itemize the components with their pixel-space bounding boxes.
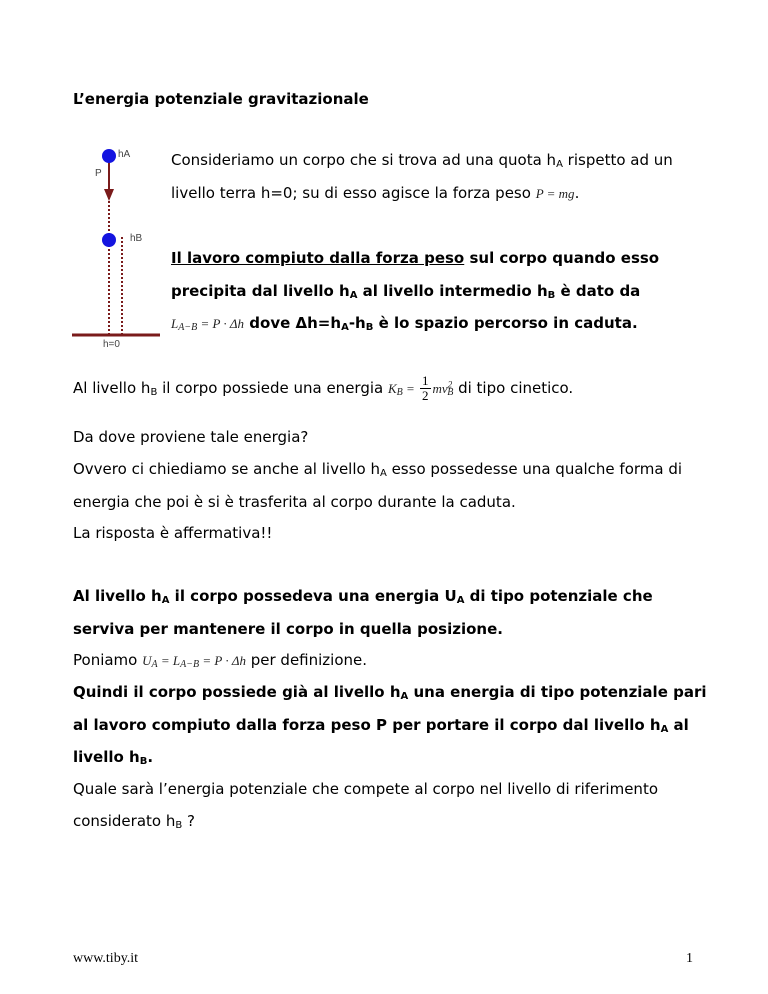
lavoro-line-2: precipita dal livello $h_A$ al livello intermedio $h_B$ è dato da bbox=[171, 282, 641, 301]
conclusion-line-3: livello $h_B$. bbox=[73, 748, 154, 767]
work-formula: $L_{A-B} = P \cdot \Delta h$ bbox=[171, 316, 245, 333]
kinetic-formula: $K_B$ = bbox=[387, 381, 419, 398]
question-line: Da dove proviene tale energia? bbox=[73, 428, 309, 446]
conclusion-line-2: al lavoro compiuto dalla forza peso P per portare il corpo dal livello $h_A$ al bbox=[73, 716, 689, 735]
weight-arrow-head bbox=[104, 189, 114, 201]
body-at-hb bbox=[102, 233, 116, 247]
body-at-ha bbox=[102, 149, 116, 163]
kinetic-line: Al livello $h_B$ il corpo possiede una energia $K_B$ = $\frac{1}{2}$ $mv^2_B$ di tipo cinetico. bbox=[73, 373, 574, 403]
final-question-line-2: considerato $h_B$ ? bbox=[73, 812, 195, 831]
definition-line: Poniamo $U_A = L_{A-B} = P \cdot \Delta h$ per definizione. bbox=[73, 651, 368, 670]
page-title: L’energia potenziale gravitazionale bbox=[73, 90, 369, 108]
ovvero-line-1: Ovvero ci chiediamo se anche al livello $h_A$ esso possedesse una qualche forma di bbox=[73, 460, 683, 479]
label-ha: hA bbox=[118, 149, 131, 160]
potential-line-1: Al livello $h_A$ il corpo possedeva una energia $U_A$ di tipo potenziale che bbox=[73, 587, 653, 606]
label-h0: h=0 bbox=[103, 339, 120, 350]
intro-line-2: livello terra h=0; su di esso agisce la forza peso P = mg. bbox=[171, 184, 580, 202]
potential-formula: $U_A = L_{A-B} = P \cdot \Delta h$ bbox=[142, 653, 246, 670]
fraction-one-half: $\frac{1}{2}$ bbox=[422, 373, 429, 403]
potential-line-2: serviva per mantenere il corpo in quella posizione. bbox=[73, 620, 503, 638]
ovvero-line-2: energia che poi è si è trasferita al corpo durante la caduta. bbox=[73, 493, 516, 511]
footer-site[interactable]: www.tiby.it bbox=[73, 951, 139, 966]
page-number: 1 bbox=[686, 951, 693, 966]
conclusion-line-1: Quindi il corpo possiede già al livello $h_A$ una energia di tipo potenziale pari bbox=[73, 683, 707, 702]
falling-body-figure bbox=[70, 145, 165, 350]
answer-line: La risposta è affermativa!! bbox=[73, 524, 273, 542]
weight-formula: P = mg bbox=[535, 186, 575, 201]
final-question-line-1: Quale sarà l’energia potenziale che compete al corpo nel livello di riferimento bbox=[73, 780, 658, 798]
lavoro-line-3: $L_{A-B} = P \cdot \Delta h$ dove $\Delta h=h_A-h_B$ è lo spazio percorso in caduta. bbox=[171, 314, 638, 333]
intro-line-1: Consideriamo un corpo che si trova ad una quota $h_A$ rispetto ad un bbox=[171, 151, 673, 170]
label-hb: hB bbox=[130, 233, 143, 244]
lavoro-line-1: Il lavoro compiuto dalla forza peso sul corpo quando esso bbox=[171, 249, 660, 267]
label-p: P bbox=[95, 168, 102, 179]
